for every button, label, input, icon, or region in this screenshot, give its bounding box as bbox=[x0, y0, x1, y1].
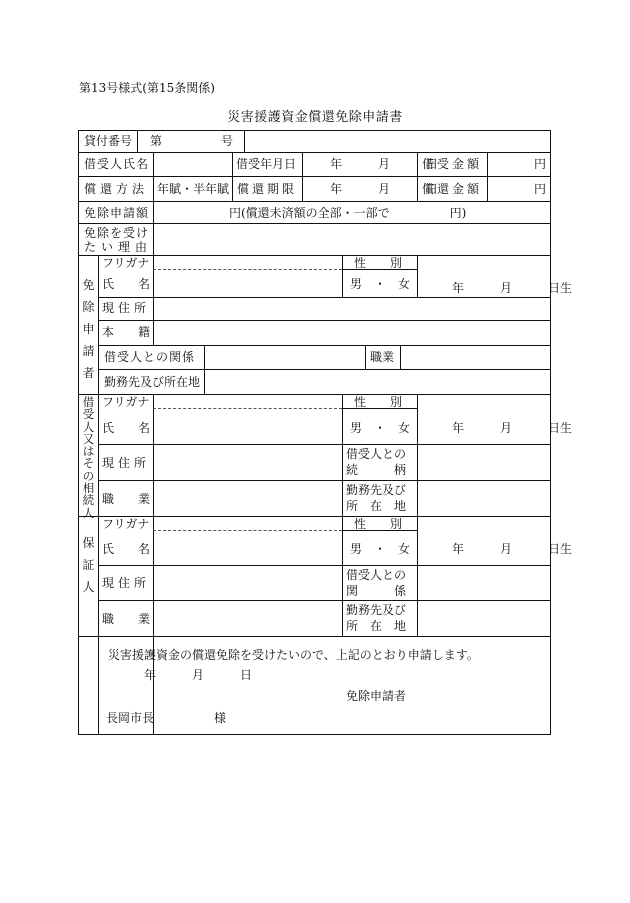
rule bbox=[417, 255, 418, 297]
loan-date-label: 借受年月日 bbox=[236, 157, 297, 171]
heir-furigana-label: フリガナ bbox=[102, 395, 150, 409]
statement-applicant-label: 免除申請者 bbox=[346, 689, 407, 703]
applicant-birth-date[interactable]: 年 月 日生 bbox=[452, 281, 573, 295]
form-title: 災害援護資金償還免除申請書 bbox=[227, 110, 403, 125]
applicant-address-label: 現住所 bbox=[102, 301, 151, 315]
applicant-domicile-label: 本 籍 bbox=[102, 325, 151, 339]
rule bbox=[98, 345, 551, 346]
rule bbox=[98, 480, 551, 481]
rule bbox=[244, 130, 245, 152]
rule bbox=[78, 152, 551, 153]
statement-date[interactable]: 年 月 日 bbox=[144, 668, 253, 682]
guarantor-occupation-label: 職 業 bbox=[102, 612, 151, 626]
rule bbox=[365, 345, 366, 369]
heir-relation-label-line2: 続 柄 bbox=[346, 463, 407, 477]
guarantor-gender-value[interactable]: 男 ・ 女 bbox=[350, 542, 411, 556]
rule bbox=[78, 201, 551, 202]
heir-name-field[interactable] bbox=[155, 410, 340, 442]
heir-workplace-label-line2: 所 在 地 bbox=[346, 499, 407, 513]
loan-number-go: 号 bbox=[221, 134, 234, 148]
repay-deadline-label: 償還期限 bbox=[237, 182, 298, 196]
guarantor-address-label: 現住所 bbox=[102, 576, 151, 590]
heir-relation-label-line1: 借受人との bbox=[346, 447, 407, 461]
rule bbox=[78, 176, 551, 177]
repay-amount-label: 償還金額 bbox=[422, 182, 483, 196]
applicant-workplace-label: 勤務先及び所在地 bbox=[104, 375, 201, 389]
applicant-section-label: 免除申請者 bbox=[82, 278, 95, 380]
heir-gender-value[interactable]: 男 ・ 女 bbox=[350, 421, 411, 435]
rule bbox=[153, 152, 154, 202]
rule bbox=[78, 223, 551, 224]
heir-birth-date[interactable]: 年 月 日生 bbox=[452, 421, 573, 435]
heir-workplace-label-line1: 勤務先及び bbox=[346, 483, 407, 497]
guarantor-name-field[interactable] bbox=[155, 532, 340, 563]
guarantor-relation-label-line2: 関 係 bbox=[346, 584, 407, 598]
applicant-gender-value[interactable]: 男 ・ 女 bbox=[350, 277, 411, 291]
rule bbox=[98, 255, 99, 735]
rule bbox=[232, 152, 233, 202]
rule bbox=[98, 297, 551, 298]
guarantor-gender-label: 性 別 bbox=[354, 517, 403, 531]
guarantor-section-label: 保証人 bbox=[82, 536, 95, 594]
table-border-top bbox=[78, 130, 551, 131]
rule bbox=[153, 201, 154, 223]
heir-section-label: 借受人又はその相続人 bbox=[82, 395, 95, 520]
rule bbox=[78, 636, 551, 637]
guarantor-workplace-label-line2: 所 在 地 bbox=[346, 619, 407, 633]
loan-number-label: 貸付番号 bbox=[84, 134, 133, 148]
statement-addressee: 長岡市長 様 bbox=[106, 711, 227, 725]
rule bbox=[137, 130, 138, 152]
repay-method-value[interactable]: 年賦・半年賦 bbox=[157, 182, 230, 196]
applicant-relation-label: 借受人との関係 bbox=[104, 350, 196, 364]
rule bbox=[400, 345, 401, 369]
rule bbox=[302, 152, 303, 202]
loan-number-dai: 第 bbox=[150, 134, 163, 148]
furigana-divider bbox=[153, 269, 342, 270]
loan-date-value[interactable]: 年 月 日 bbox=[330, 157, 439, 171]
loan-amount-yen[interactable]: 円 bbox=[534, 157, 547, 171]
applicant-name-field[interactable] bbox=[155, 271, 340, 295]
exempt-amount-label: 免除申請額 bbox=[84, 206, 150, 220]
loan-amount-label: 借受金額 bbox=[422, 157, 483, 171]
rule bbox=[98, 565, 551, 566]
rule bbox=[98, 320, 551, 321]
heir-name-label: 氏 名 bbox=[102, 421, 151, 435]
repay-amount-yen[interactable]: 円 bbox=[534, 182, 547, 196]
statement-text: 災害援護資金の償還免除を受けたいので、上記のとおり申請します。 bbox=[108, 648, 479, 662]
repay-deadline-value[interactable]: 年 月 日 bbox=[330, 182, 439, 196]
heir-gender-label: 性 別 bbox=[354, 395, 403, 409]
guarantor-workplace-label-line1: 勤務先及び bbox=[346, 603, 407, 617]
rule bbox=[98, 600, 551, 601]
heir-address-label: 現住所 bbox=[102, 456, 151, 470]
heir-occupation-label: 職 業 bbox=[102, 492, 151, 506]
borrower-name-field[interactable] bbox=[155, 154, 230, 174]
reason-label-line1: 免除を受け bbox=[84, 226, 150, 240]
rule bbox=[98, 444, 551, 445]
rule bbox=[98, 369, 551, 370]
guarantor-furigana-label: フリガナ bbox=[102, 517, 150, 531]
borrower-name-label: 借受人氏名 bbox=[84, 157, 150, 171]
applicant-furigana-label: フリガナ bbox=[102, 256, 150, 270]
exempt-amount-value[interactable]: 円(償還未済額の全部・一部で 円) bbox=[229, 206, 467, 220]
applicant-occupation-label: 職業 bbox=[370, 350, 395, 364]
furigana-divider bbox=[153, 530, 342, 531]
rule bbox=[342, 255, 343, 297]
rule bbox=[153, 223, 154, 255]
reason-field[interactable] bbox=[155, 225, 548, 253]
table-border-left bbox=[78, 130, 79, 735]
guarantor-relation-label-line1: 借受人との bbox=[346, 568, 407, 582]
guarantor-name-label: 氏 名 bbox=[102, 542, 151, 556]
rule bbox=[487, 152, 488, 202]
loan-number-field[interactable] bbox=[164, 132, 218, 150]
reason-label-line2: たい理由 bbox=[84, 240, 153, 254]
repay-method-label: 償還方法 bbox=[84, 182, 149, 196]
table-border-bottom bbox=[78, 734, 551, 735]
applicant-gender-label: 性 別 bbox=[354, 256, 403, 270]
form-number: 第13号様式(第15条関係) bbox=[79, 81, 215, 95]
guarantor-birth-date[interactable]: 年 月 日生 bbox=[452, 542, 573, 556]
furigana-divider bbox=[153, 408, 342, 409]
applicant-name-label: 氏 名 bbox=[102, 277, 151, 291]
